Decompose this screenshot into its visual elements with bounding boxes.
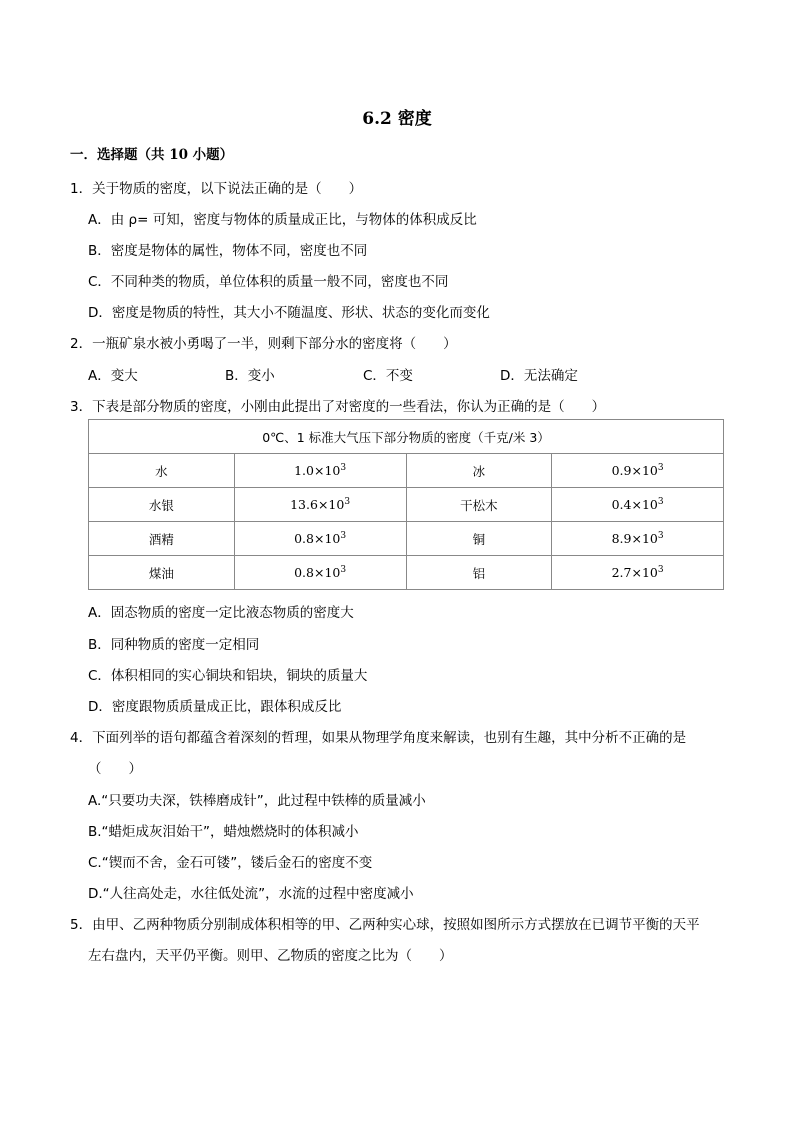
question-3-option-c: C．体积相同的实心铜块和铝块，铜块的质量大 [88,668,368,684]
density-value: $0.8\times 10^3$ [234,556,406,590]
substance-name: 酒精 [89,522,235,556]
question-4-option-b: B.“蜡炬成灰泪始干”，蜡烛燃烧时的体积减小 [88,824,359,840]
substance-name: 水银 [89,488,235,522]
question-3-option-b: B．同种物质的密度一定相同 [88,637,260,653]
density-value: $0.9\times 10^3$ [552,454,724,488]
density-value: $2.7\times 10^3$ [552,556,724,590]
question-1-stem: 1．关于物质的密度，以下说法正确的是（ ） [70,181,363,197]
question-4-option-c: C.“锲而不舍，金石可镂”，镂后金石的密度不变 [88,855,373,871]
substance-name: 煤油 [89,556,235,590]
page-title: 6.2 密度 [362,109,432,129]
question-4-option-a: A.“只要功夫深，铁棒磨成针”，此过程中铁棒的质量减小 [88,793,426,809]
question-4-option-d: D.“人往高处走，水往低处流”，水流的过程中密度减小 [88,886,414,902]
table-row [89,488,724,522]
question-4-stem: 4．下面列举的语句都蕴含着深刻的哲理，如果从物理学角度来解读，也别有生趣，其中分析不正确的是 [70,730,687,746]
question-1-option-d: D．密度是物质的特性，其大小不随温度、形状、状态的变化而变化 [88,305,490,321]
substance-name: 干松木 [406,488,552,522]
density-value: $1.0\times 10^3$ [234,454,406,488]
question-2-option-c: C．不变 [363,368,413,384]
question-3-option-a: A．固态物质的密度一定比液态物质的密度大 [88,605,354,621]
question-1-option-a: A．由 ρ= 可知，密度与物体的质量成正比，与物体的体积成反比 [88,212,477,228]
substance-name: 铝 [406,556,552,590]
question-2-option-b: B．变小 [225,368,275,384]
question-4-stem-continued: （ ） [88,761,142,777]
density-value: $8.9\times 10^3$ [552,522,724,556]
substance-name: 水 [89,454,235,488]
question-5-stem: 5．由甲、乙两种物质分别制成体积相等的甲、乙两种实心球，按照如图所示方式摆放在已调节平衡的天平 [70,917,700,933]
table-row [89,556,724,590]
question-3-option-d: D．密度跟物质质量成正比，跟体积成反比 [88,699,342,715]
table-row [89,454,724,488]
question-2-stem: 2．一瓶矿泉水被小勇喝了一半，则剩下部分水的密度将（ ） [70,336,457,352]
question-1-option-c: C．不同种类的物质，单位体积的质量一般不同，密度也不同 [88,274,449,290]
table-row [89,522,724,556]
density-value: $0.8\times 10^3$ [234,522,406,556]
question-2-option-d: D．无法确定 [500,368,578,384]
substance-name: 冰 [406,454,552,488]
table-caption: 0℃、1 标准大气压下部分物质的密度（千克/米 3） [89,420,724,454]
section-heading: 一．选择题（共 10 小题） [70,147,234,163]
question-1-option-b: B．密度是物体的属性，物体不同，密度也不同 [88,243,368,259]
question-2-option-a: A．变大 [88,368,138,384]
density-value: $0.4\times 10^3$ [552,488,724,522]
density-value: $13.6\times 10^3$ [234,488,406,522]
question-5-stem-continued: 左右盘内，天平仍平衡。则甲、乙物质的密度之比为（ ） [88,948,453,964]
substance-name: 铜 [406,522,552,556]
density-table [88,419,724,590]
question-3-stem: 3．下表是部分物质的密度，小刚由此提出了对密度的一些看法，你认为正确的是（ ） [70,399,606,415]
